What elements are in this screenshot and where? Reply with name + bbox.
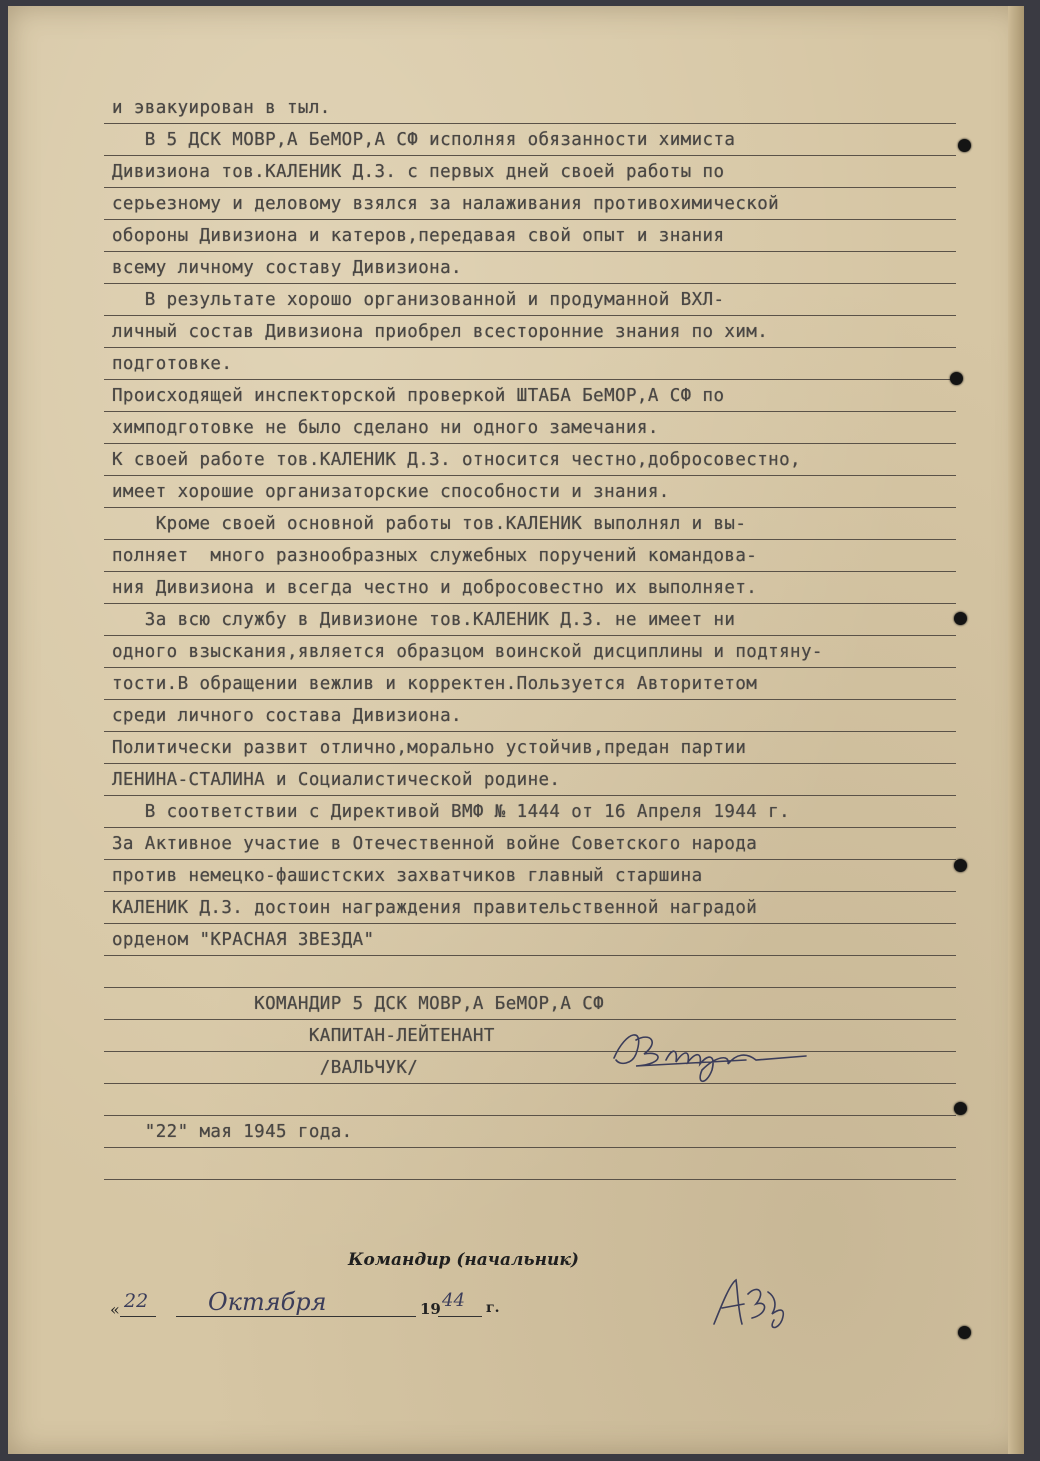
- typed-line: тости.В обращении вежлив и корректен.Пользуется Авторитетом: [112, 674, 758, 694]
- typed-line: химподготовке не было сделано ни одного замечания.: [112, 418, 659, 438]
- typed-line: Дивизиона тов.КАЛЕНИК Д.З. с первых дней своей работы по: [112, 162, 725, 182]
- typed-line: Кроме своей основной работы тов.КАЛЕНИК выполнял и вы-: [112, 514, 747, 534]
- typed-line: всему личному составу Дивизиона.: [112, 258, 462, 278]
- punch-hole: [954, 612, 967, 625]
- typed-line: и эвакуирован в тыл.: [112, 98, 331, 118]
- typed-line: полняет много разнообразных служебных поручений командова-: [112, 546, 758, 566]
- date-year-prefix: 19: [420, 1300, 441, 1318]
- typed-line: подготовке.: [112, 354, 233, 374]
- punch-hole: [954, 1102, 967, 1115]
- typed-line: Политически развит отлично,морально устойчив,предан партии: [112, 738, 747, 758]
- commander-title: КОМАНДИР 5 ДСК МОВР,А БеМОР,А СФ: [112, 994, 605, 1014]
- typed-line: ния Дивизиона и всегда честно и добросовестно их выполняет.: [112, 578, 758, 598]
- typed-line: В результате хорошо организованной и продуманной ВХЛ-: [112, 290, 725, 310]
- document-sheet: [8, 6, 1024, 1454]
- ruled-lines: [8, 6, 1024, 1454]
- punch-hole: [950, 372, 963, 385]
- typed-line: В соответствии с Директивой ВМФ № 1444 от 16 Апреля 1944 г.: [112, 802, 791, 822]
- typed-line: За всю службу в Дивизионе тов.КАЛЕНИК Д.З. не имеет ни: [112, 610, 736, 630]
- typed-line: В 5 ДСК МОВР,А БеМОР,А СФ исполняя обязанности химиста: [112, 130, 736, 150]
- typed-line: серьезному и деловому взялся за налаживания противохимической: [112, 194, 780, 214]
- typed-line: КАЛЕНИК Д.З. достоин награждения правительственной наградой: [112, 898, 758, 918]
- typed-line: одного взыскания,является образцом воинской дисциплины и подтяну-: [112, 642, 823, 662]
- typed-line: среди личного состава Дивизиона.: [112, 706, 462, 726]
- typed-date: "22" мая 1945 года.: [112, 1122, 353, 1142]
- typed-line: против немецко-фашистских захватчиков главный старшина: [112, 866, 703, 886]
- date-year-abbr: г.: [486, 1300, 500, 1316]
- date-month: Октября: [208, 1288, 327, 1316]
- typed-line: обороны Дивизиона и катеров,передавая свой опыт и знания: [112, 226, 725, 246]
- footer-date: [104, 1288, 504, 1328]
- typed-line: За Активное участие в Отечественной войне Советского народа: [112, 834, 758, 854]
- typed-line: К своей работе тов.КАЛЕНИК Д.З. относится честно,добросовестно,: [112, 450, 801, 470]
- date-year-suffix: 44: [442, 1290, 465, 1311]
- commander-rank: КАПИТАН-ЛЕЙТЕНАНТ: [112, 1026, 495, 1046]
- typed-line: личный состав Дивизиона приобрел всесторонние знания по хим.: [112, 322, 769, 342]
- typed-line: имеет хорошие организаторские способности и знания.: [112, 482, 670, 502]
- punch-hole: [958, 1326, 971, 1339]
- footer-title: Командир (начальник): [348, 1250, 579, 1270]
- date-open-quote: «: [110, 1300, 120, 1319]
- punch-hole: [958, 139, 971, 152]
- typed-line: ЛЕНИНА-СТАЛИНА и Социалистической родине.: [112, 770, 561, 790]
- commander-signature: [606, 1020, 826, 1090]
- typed-line: Происходящей инспекторской проверкой ШТАБА БеМОР,А СФ по: [112, 386, 725, 406]
- punch-hole: [954, 859, 967, 872]
- commander-name: /ВАЛЬЧУК/: [112, 1058, 419, 1078]
- date-day: 22: [124, 1290, 149, 1312]
- approver-signature: [708, 1274, 798, 1334]
- typed-line: орденом "КРАСНАЯ ЗВЕЗДА": [112, 930, 375, 950]
